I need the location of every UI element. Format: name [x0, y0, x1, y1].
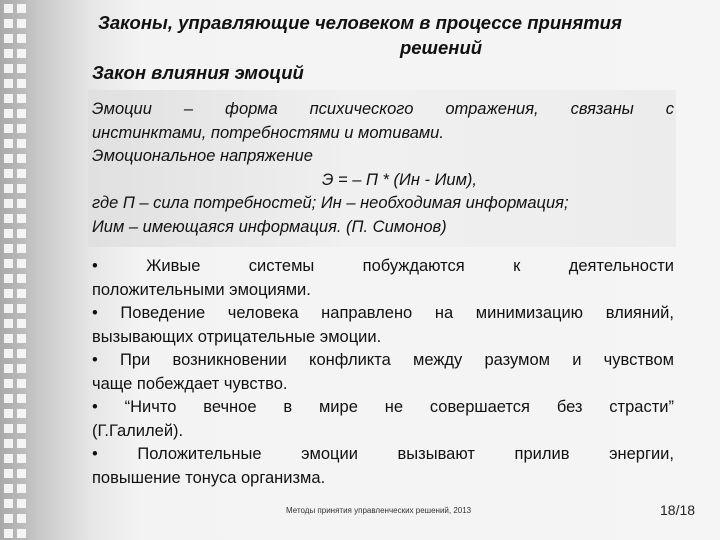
decorative-square [17, 79, 26, 88]
decorative-square [4, 64, 13, 73]
decorative-square [17, 64, 26, 73]
bullet-item [92, 396, 674, 443]
decorative-square [17, 184, 26, 193]
decorative-square [17, 289, 26, 298]
decorative-square [17, 49, 26, 58]
bullet-line: • “Ничто вечное в мире не совершается без страсти” [92, 398, 674, 416]
page-number: 18/18 [660, 502, 696, 518]
decorative-square [17, 124, 26, 133]
decorative-square [17, 349, 26, 358]
bullet-line: чаще побеждает чувство. [92, 374, 288, 393]
decorative-square [4, 409, 13, 418]
decorative-square [17, 154, 26, 163]
decorative-square [4, 199, 13, 208]
decorative-square [17, 319, 26, 328]
decorative-square [17, 514, 26, 523]
bullet-item [92, 349, 674, 396]
decorative-square [17, 304, 26, 313]
bullet-list [92, 255, 674, 490]
decorative-square [4, 439, 13, 448]
decorative-square [4, 469, 13, 478]
decorative-square [4, 94, 13, 103]
decorative-square [4, 289, 13, 298]
decorative-square [4, 454, 13, 463]
bullet-item [92, 255, 674, 302]
intro-line-1: Эмоции – форма психического отражения, связаны с [92, 100, 674, 118]
bullet-line: • При возникновении конфликта между разумом и чувством [92, 351, 674, 369]
decorative-square [17, 334, 26, 343]
slide-footer: Методы принятия управленческих решений, 2013 [286, 506, 472, 515]
decorative-square [4, 19, 13, 28]
decorative-square [4, 139, 13, 148]
title-line-1: Законы, управляющие человеком в процессе принятия [98, 12, 622, 33]
decorative-square [17, 229, 26, 238]
decorative-square [17, 109, 26, 118]
decorative-square [4, 4, 13, 13]
decorative-square [17, 199, 26, 208]
decorative-square [17, 214, 26, 223]
decorative-squares-column [0, 0, 32, 540]
decorative-square [17, 409, 26, 418]
bullet-line: • Положительные эмоции вызывают прилив энергии, [92, 445, 674, 463]
bullet-line: • Живые системы побуждаются к деятельности [92, 257, 674, 275]
decorative-square [4, 169, 13, 178]
decorative-square [17, 274, 26, 283]
decorative-square [17, 19, 26, 28]
decorative-square [4, 259, 13, 268]
bullet-line: положительными эмоциями. [92, 280, 311, 299]
decorative-square [17, 469, 26, 478]
decorative-square [17, 424, 26, 433]
decorative-square [4, 484, 13, 493]
decorative-square [17, 4, 26, 13]
decorative-square [4, 499, 13, 508]
bullet-line: • Поведение человека направлено на минимизацию влияний, [92, 304, 674, 322]
emotion-formula: Э = – П * (Ин - Иим), [322, 170, 477, 189]
decorative-square [4, 244, 13, 253]
intro-line-2: инстинктами, потребностями и мотивами. [92, 123, 444, 142]
decorative-square [17, 484, 26, 493]
decorative-square [17, 394, 26, 403]
slide-title [92, 10, 692, 85]
decorative-square [4, 79, 13, 88]
bullet-line: повышение тонуса организма. [92, 468, 326, 487]
decorative-square [4, 214, 13, 223]
bullet-line: (Г.Галилей). [92, 421, 184, 440]
decorative-square [4, 229, 13, 238]
decorative-square [4, 154, 13, 163]
decorative-square [4, 424, 13, 433]
decorative-square [4, 364, 13, 373]
bullet-item [92, 443, 674, 490]
decorative-square [17, 259, 26, 268]
title-line-2: решений [399, 37, 483, 58]
decorative-square [4, 34, 13, 43]
decorative-square [17, 34, 26, 43]
decorative-square [4, 274, 13, 283]
decorative-square [4, 319, 13, 328]
decorative-square [4, 334, 13, 343]
intro-line-6: Иим – имеющаяся информация. (П. Симонов) [92, 217, 447, 236]
decorative-square [17, 364, 26, 373]
decorative-square [17, 499, 26, 508]
decorative-square [17, 139, 26, 148]
decorative-square [17, 169, 26, 178]
decorative-square [4, 49, 13, 58]
bullet-item [92, 302, 674, 349]
decorative-square [4, 529, 13, 538]
decorative-square [17, 454, 26, 463]
decorative-square [17, 379, 26, 388]
decorative-square [17, 439, 26, 448]
decorative-square [4, 184, 13, 193]
intro-text-block [92, 98, 674, 239]
decorative-square [4, 514, 13, 523]
intro-line-5: где П – сила потребностей; Ин – необходимая информация; [92, 194, 569, 212]
decorative-square [17, 529, 26, 538]
decorative-square [4, 379, 13, 388]
decorative-square [4, 124, 13, 133]
decorative-square [17, 244, 26, 253]
decorative-square [4, 349, 13, 358]
decorative-square [17, 94, 26, 103]
decorative-square [4, 394, 13, 403]
decorative-square [4, 304, 13, 313]
intro-line-3: Эмоциональное напряжение [92, 147, 313, 165]
bullet-line: вызывающих отрицательные эмоции. [92, 327, 382, 346]
subtitle-law: Закон влияния эмоций [92, 62, 304, 83]
decorative-square [4, 109, 13, 118]
